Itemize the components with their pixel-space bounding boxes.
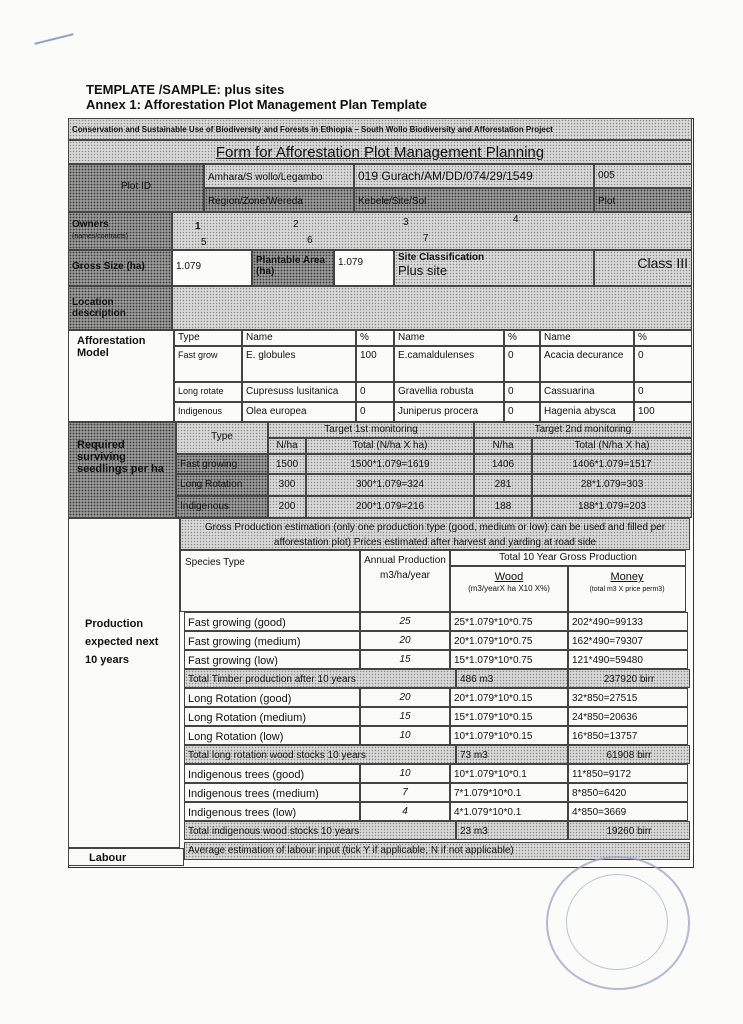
template-heading: TEMPLATE /SAMPLE: plus sites [86,82,285,97]
owner-number: 7 [423,233,429,244]
production-row-annual: 15 [360,707,450,726]
production-row-money: 32*850=27515 [568,688,688,707]
owner-number: 1 [195,221,201,232]
wood-header [450,566,568,612]
production-row-annual: 15 [360,650,450,669]
wood-header-sub: (m3/yearX ha X10 X%) [468,584,550,593]
production-row-money: 202*490=99133 [568,612,688,631]
class-value: Class III [594,250,692,286]
model-cell: E.camaldulenses [394,346,504,382]
nha-header: N/ha [474,438,532,454]
form-title: Form for Afforestation Plot Management Planning [68,140,692,164]
production-row-name: Fast growing (good) [184,612,360,631]
production-row-money: 162*490=79307 [568,631,688,650]
production-row-wood: 15*1.079*10*0.75 [450,650,568,669]
seedlings-type-header: Type [176,422,268,454]
production-row-wood: 10*1.079*10*0.15 [450,726,568,745]
model-header-cell: % [634,330,692,346]
production-row-wood: 10*1.079*10*0.1 [450,764,568,783]
model-header-cell: % [504,330,540,346]
seedlings-cell: 300 [268,474,306,496]
production-row-name: Fast growing (medium) [184,631,360,650]
owners-subtitle: (names/contracts) [72,233,129,240]
production-label [68,518,180,848]
production-row-wood: 25*1.079*10*0.75 [450,612,568,631]
annex-title: Annex 1: Afforestation Plot Management Plan Template [86,97,427,112]
model-header-cell: Name [540,330,634,346]
seedlings-cell: 28*1.079=303 [532,474,692,496]
production-row-money: 8*850=6420 [568,783,688,802]
model-cell: Indigenous [174,402,242,422]
money-header [568,566,686,612]
production-row-name: Long Rotation (good) [184,688,360,707]
labour-label: Labour [68,848,184,866]
owners-label [68,212,172,250]
model-cell: Fast grow [174,346,242,382]
species-type-header: Species Type [180,550,360,612]
model-cell: 100 [356,346,394,382]
production-row-name: Fast growing (low) [184,650,360,669]
model-header-cell: Type [174,330,242,346]
production-row-name: Indigenous trees (medium) [184,783,360,802]
seedlings-label: Required surviving seedlings per ha [68,422,176,518]
model-cell: E. globules [242,346,356,382]
gross-size-value: 1.079 [172,250,252,286]
money-header-label: Money [610,571,644,583]
site-classification [394,250,594,286]
model-cell: Cassuarina [540,382,634,402]
total-row-wood: 486 m3 [456,669,568,688]
production-row-name: Long Rotation (medium) [184,707,360,726]
total-row-wood: 23 m3 [456,821,568,840]
model-cell: Long rotate [174,382,242,402]
production-row-money: 4*850=3669 [568,802,688,821]
target2-header: Target 2nd monitoring [474,422,692,438]
region-label: Region/Zone/Wereda [204,188,354,212]
production-row-wood: 4*1.079*10*0.1 [450,802,568,821]
model-cell: 0 [504,402,540,422]
model-cell: Gravellia robusta [394,382,504,402]
model-cell: Cupresuss lusitanica [242,382,356,402]
production-row-wood: 20*1.079*10*0.75 [450,631,568,650]
owner-number: 3 [403,217,409,228]
site-classification-label: Site Classification [398,252,485,263]
seedlings-cell: 281 [474,474,532,496]
total-row-label: Total indigenous wood stocks 10 years [184,821,456,840]
production-row-annual: 25 [360,612,450,631]
total-row-label: Total long rotation wood stocks 10 years [184,745,456,764]
production-row-wood: 20*1.079*10*0.15 [450,688,568,707]
production-row-annual: 20 [360,688,450,707]
total-row-money: 61908 birr [568,745,690,764]
plot-label: Plot [594,188,692,212]
owners-title: Owners [72,219,109,230]
seedlings-cell: 200 [268,496,306,518]
annual-production-header: Annual Production m3/ha/year [360,550,450,612]
target1-header: Target 1st monitoring [268,422,474,438]
owner-number: 5 [201,237,207,248]
kebele-value: 019 Gurach/AM/DD/074/29/1549 [354,164,594,188]
model-cell: Hagenia abysca [540,402,634,422]
seedlings-cell: 1406*1.079=1517 [532,454,692,474]
official-stamp [546,856,690,990]
model-cell: 0 [634,346,692,382]
production-label-1: Production [85,618,144,630]
production-row-annual: 20 [360,631,450,650]
production-row-annual: 7 [360,783,450,802]
model-cell: 100 [634,402,692,422]
production-row-money: 24*850=20636 [568,707,688,726]
owner-number: 4 [513,214,519,225]
production-note: Gross Production estimation (only one production type (good, medium or low) can be used and filled per afforestation plot) Prices estimated after harvest and yarding at road side [180,518,690,550]
production-row-money: 11*850=9172 [568,764,688,783]
seedlings-cell: 1500 [268,454,306,474]
total-row-label: Total Timber production after 10 years [184,669,456,688]
owner-number: 6 [307,235,313,246]
site-classification-value: Plus site [398,263,448,278]
model-header-cell: Name [394,330,504,346]
money-header-sub: (total m3 X price perm3) [589,586,665,593]
seedlings-cell: Fast growing [176,454,268,474]
production-label-3: 10 years [85,654,130,666]
owner-number: 2 [293,219,299,230]
model-cell: Olea europea [242,402,356,422]
plantable-area-value: 1.079 [334,250,394,286]
location-label: Location description [68,286,172,330]
pen-mark [34,33,73,45]
model-cell: Acacia decurance [540,346,634,382]
model-cell: 0 [504,346,540,382]
production-row-annual: 4 [360,802,450,821]
total-row-money: 237920 birr [568,669,690,688]
model-header-cell: Name [242,330,356,346]
seedlings-cell: 300*1.079=324 [306,474,474,496]
production-row-money: 121*490=59480 [568,650,688,669]
plot-value: 005 [594,164,692,188]
model-cell: 0 [356,402,394,422]
model-cell: 0 [634,382,692,402]
model-cell: 0 [356,382,394,402]
seedlings-cell: Long Rotation [176,474,268,496]
kebele-label: Kebele/Site/Sol [354,188,594,212]
region-value: Amhara/S wollo/Legambo [204,164,354,188]
location-value [172,286,692,330]
total-header: Total (N/ha X ha) [306,438,474,454]
production-row-money: 16*850=13757 [568,726,688,745]
total-header: Total (N/ha X ha) [532,438,692,454]
production-row-annual: 10 [360,764,450,783]
owners-area [172,212,692,250]
production-row-wood: 15*1.079*10*0.15 [450,707,568,726]
seedlings-cell: 1500*1.079=1619 [306,454,474,474]
plot-id-label: Plot ID [68,164,204,212]
production-row-wood: 7*1.079*10*0.1 [450,783,568,802]
production-row-name: Indigenous trees (low) [184,802,360,821]
labour-text: Average estimation of labour input (tick Y if applicable, N if not applicable) [184,842,690,860]
model-header-cell: % [356,330,394,346]
seedlings-cell: 200*1.079=216 [306,496,474,518]
plantable-area-label: Plantable Area (ha) [252,250,334,286]
afforestation-model-label: Afforestation Model [68,330,174,422]
total-production-header: Total 10 Year Gross Production [450,550,686,566]
production-row-name: Indigenous trees (good) [184,764,360,783]
gross-size-label: Gross Size (ha) [68,250,172,286]
wood-header-label: Wood [494,571,524,583]
total-row-money: 19260 birr [568,821,690,840]
project-banner: Conservation and Sustainable Use of Biodiversity and Forests in Ethiopia – South Wollo Biodiversity and Afforestation Project [68,118,692,140]
total-row-wood: 73 m3 [456,745,568,764]
seedlings-cell: 188 [474,496,532,518]
production-label-2: expected next [85,636,159,648]
seedlings-cell: 188*1.079=203 [532,496,692,518]
production-row-annual: 10 [360,726,450,745]
production-row-name: Long Rotation (low) [184,726,360,745]
model-cell: 0 [504,382,540,402]
seedlings-cell: 1406 [474,454,532,474]
nha-header: N/ha [268,438,306,454]
seedlings-cell: Indigenous [176,496,268,518]
model-cell: Juniperus procera [394,402,504,422]
